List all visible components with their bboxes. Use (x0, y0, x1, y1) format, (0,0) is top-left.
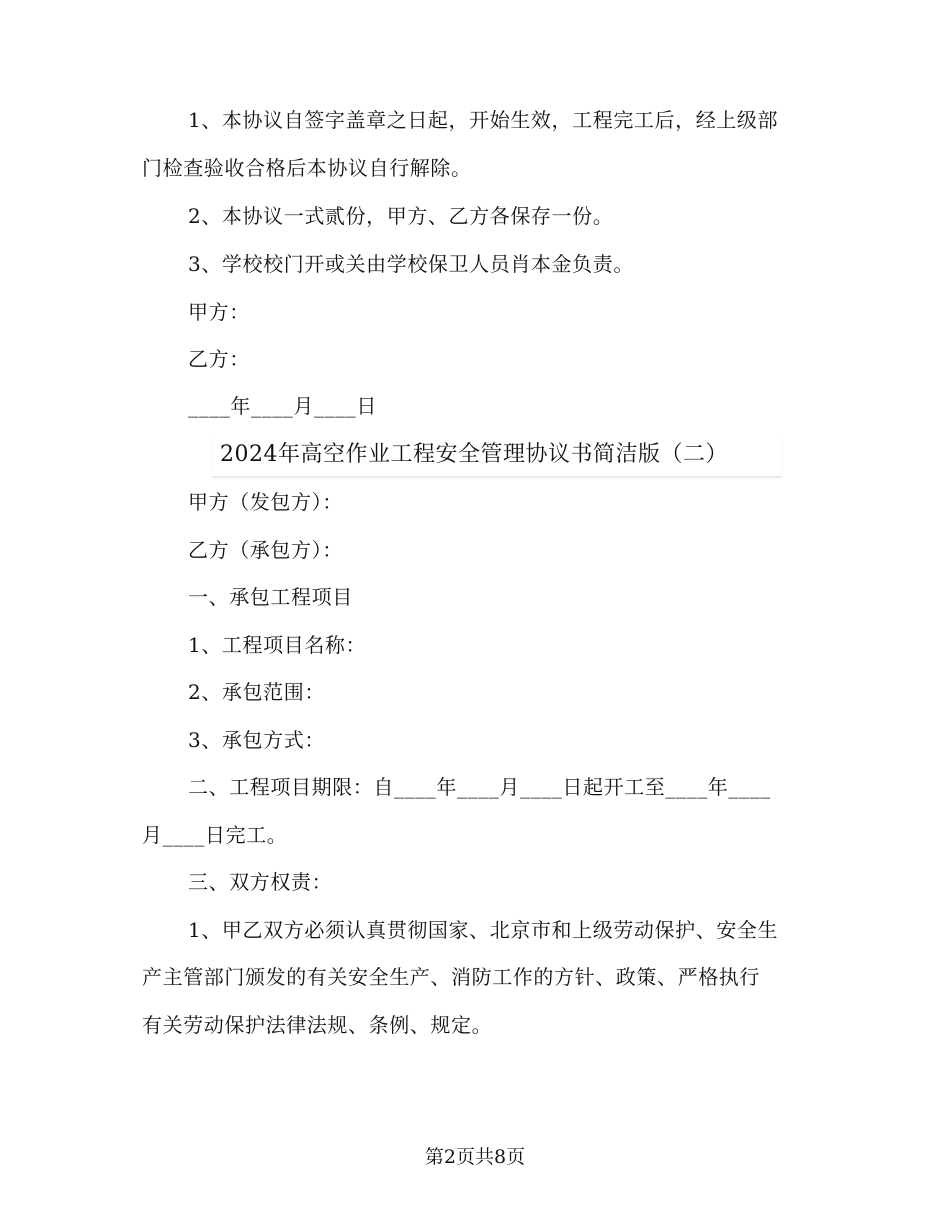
heading-project-period-line-2: 月____日完工。 (142, 823, 288, 847)
rights-paragraph-1-line-2: 产主管部门颁发的有关安全生产、消防工作的方针、政策、严格执行 (142, 965, 760, 989)
page-number-footer: 第2页共8页 (424, 1146, 526, 1168)
rights-paragraph-1-line-1: 1、甲乙双方必须认真贯彻国家、北京市和上级劳动保护、安全生 (188, 918, 779, 942)
paragraph-1-line-2: 门检查验收合格后本协议自行解除。 (142, 156, 472, 180)
item-contract-method: 3、承包方式： (188, 728, 325, 752)
heading-project-period-line-1: 二、工程项目期限：自____年____月____日起开工至____年____ (188, 775, 771, 799)
paragraph-1-line-1: 1、本协议自签字盖章之日起，开始生效，工程完工后，经上级部 (188, 108, 779, 132)
section2-party-a: 甲方（发包方）： (188, 490, 343, 514)
party-a-label: 甲方： (188, 300, 250, 324)
date-line: ____年____月____日 (188, 394, 377, 418)
item-contract-scope: 2、承包范围： (188, 680, 325, 704)
party-b-label: 乙方： (188, 347, 250, 371)
heading-rights-duties: 三、双方权责： (188, 870, 333, 894)
heading-contract-project: 一、承包工程项目 (188, 585, 353, 609)
paragraph-3: 3、学校校门开或关由学校保卫人员肖本金负责。 (188, 252, 634, 276)
paragraph-2: 2、本协议一式贰份，甲方、乙方各保存一份。 (188, 204, 614, 228)
section-title: 2024年高空作业工程安全管理协议书简洁版（二） (212, 438, 782, 477)
item-project-name: 1、工程项目名称： (188, 633, 367, 657)
section2-party-b: 乙方（承包方）： (188, 538, 343, 562)
rights-paragraph-1-line-3: 有关劳动保护法律法规、条例、规定。 (142, 1013, 493, 1037)
